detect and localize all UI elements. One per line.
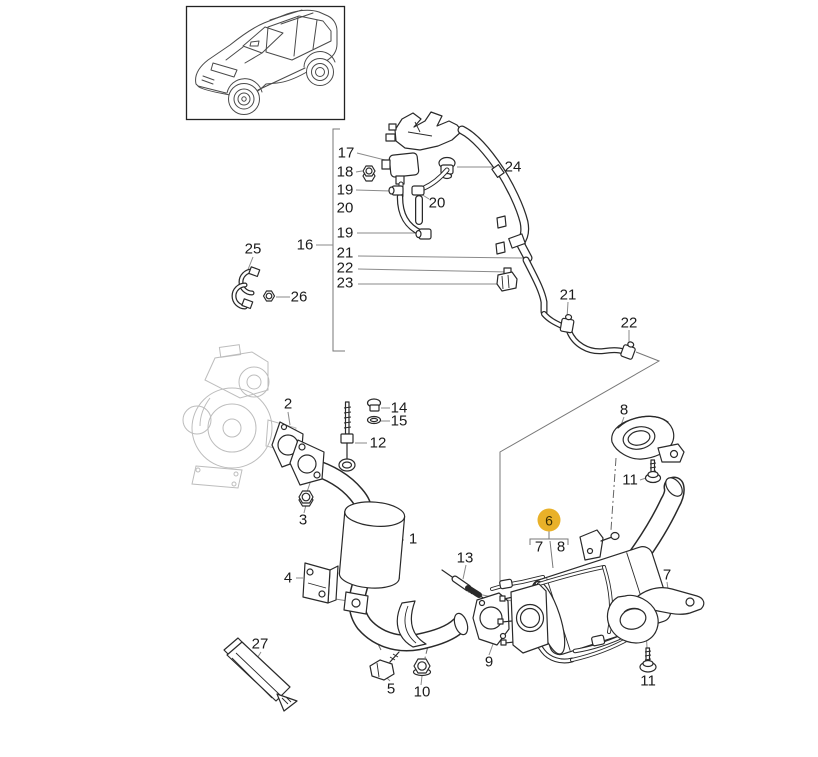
callout-25[interactable]: 25: [244, 240, 262, 258]
stud-12: [341, 402, 353, 459]
callout-8-mount[interactable]: 8: [619, 401, 629, 419]
callout-3[interactable]: 3: [298, 511, 308, 529]
seal-ring-15: [368, 417, 381, 424]
nut-18: [363, 166, 375, 181]
clamp-25: [234, 267, 260, 309]
callout-27[interactable]: 27: [251, 635, 269, 653]
callout-14[interactable]: 14: [390, 399, 408, 417]
callout-7-group[interactable]: 7: [534, 538, 544, 556]
callout-2[interactable]: 2: [283, 395, 293, 413]
callout-21-list[interactable]: 21: [336, 244, 354, 262]
callout-26[interactable]: 26: [290, 288, 308, 306]
plug-14: [368, 399, 381, 411]
bolt-11-lower: [640, 648, 656, 672]
hose-clamp-21: [560, 314, 575, 333]
callout-12[interactable]: 12: [369, 434, 387, 452]
callout-11-lower[interactable]: 11: [640, 672, 656, 690]
callout-11-upper[interactable]: 11: [622, 471, 638, 489]
callout-16[interactable]: 16: [296, 236, 314, 254]
valve-17: [382, 153, 419, 184]
catalytic-converter-1: [290, 440, 470, 647]
callout-20-left[interactable]: 20: [336, 199, 354, 217]
callout-22-list[interactable]: 22: [336, 259, 354, 277]
callout-18[interactable]: 18: [336, 163, 354, 181]
hose-clamp-19-top: [389, 186, 403, 195]
mount-8: [612, 416, 684, 462]
bolt-11-upper: [646, 460, 661, 483]
callout-9[interactable]: 9: [484, 653, 494, 671]
bolt-5: [370, 652, 399, 680]
rear-muffler-6: [492, 471, 686, 661]
callout-10[interactable]: 10: [413, 683, 431, 701]
nut-26: [264, 291, 275, 301]
callout-17[interactable]: 17: [337, 144, 355, 162]
callout-13[interactable]: 13: [456, 549, 474, 567]
callout-4[interactable]: 4: [283, 569, 293, 587]
connector-20: [412, 186, 424, 195]
nut-3: [299, 491, 313, 506]
callout-7-mount[interactable]: 7: [662, 566, 672, 584]
callout-22-hose[interactable]: 22: [620, 314, 638, 332]
callout-23[interactable]: 23: [336, 274, 354, 292]
callout-20-elbow[interactable]: 20: [428, 194, 446, 212]
bracket-4: [303, 563, 338, 603]
callout-1[interactable]: 1: [408, 530, 418, 548]
callout-24[interactable]: 24: [504, 158, 522, 176]
callout-8-group[interactable]: 8: [556, 538, 566, 556]
nut-10: [414, 659, 431, 676]
mount-7: [607, 588, 703, 643]
callout-21-hose[interactable]: 21: [559, 286, 577, 304]
callout-19-top[interactable]: 19: [336, 181, 354, 199]
vacuum-line-assembly-16: [363, 112, 637, 360]
callout-19-bottom[interactable]: 19: [336, 224, 354, 242]
vehicle-thumbnail: [187, 7, 345, 120]
hose-clamp-19-bottom: [416, 229, 431, 239]
callout-15[interactable]: 15: [390, 412, 408, 430]
mount-8-alignment-line: [611, 458, 616, 530]
hose-clamp-22: [620, 340, 637, 360]
callout-6-badge[interactable]: 6: [538, 509, 561, 532]
callout-5[interactable]: 5: [386, 680, 396, 698]
